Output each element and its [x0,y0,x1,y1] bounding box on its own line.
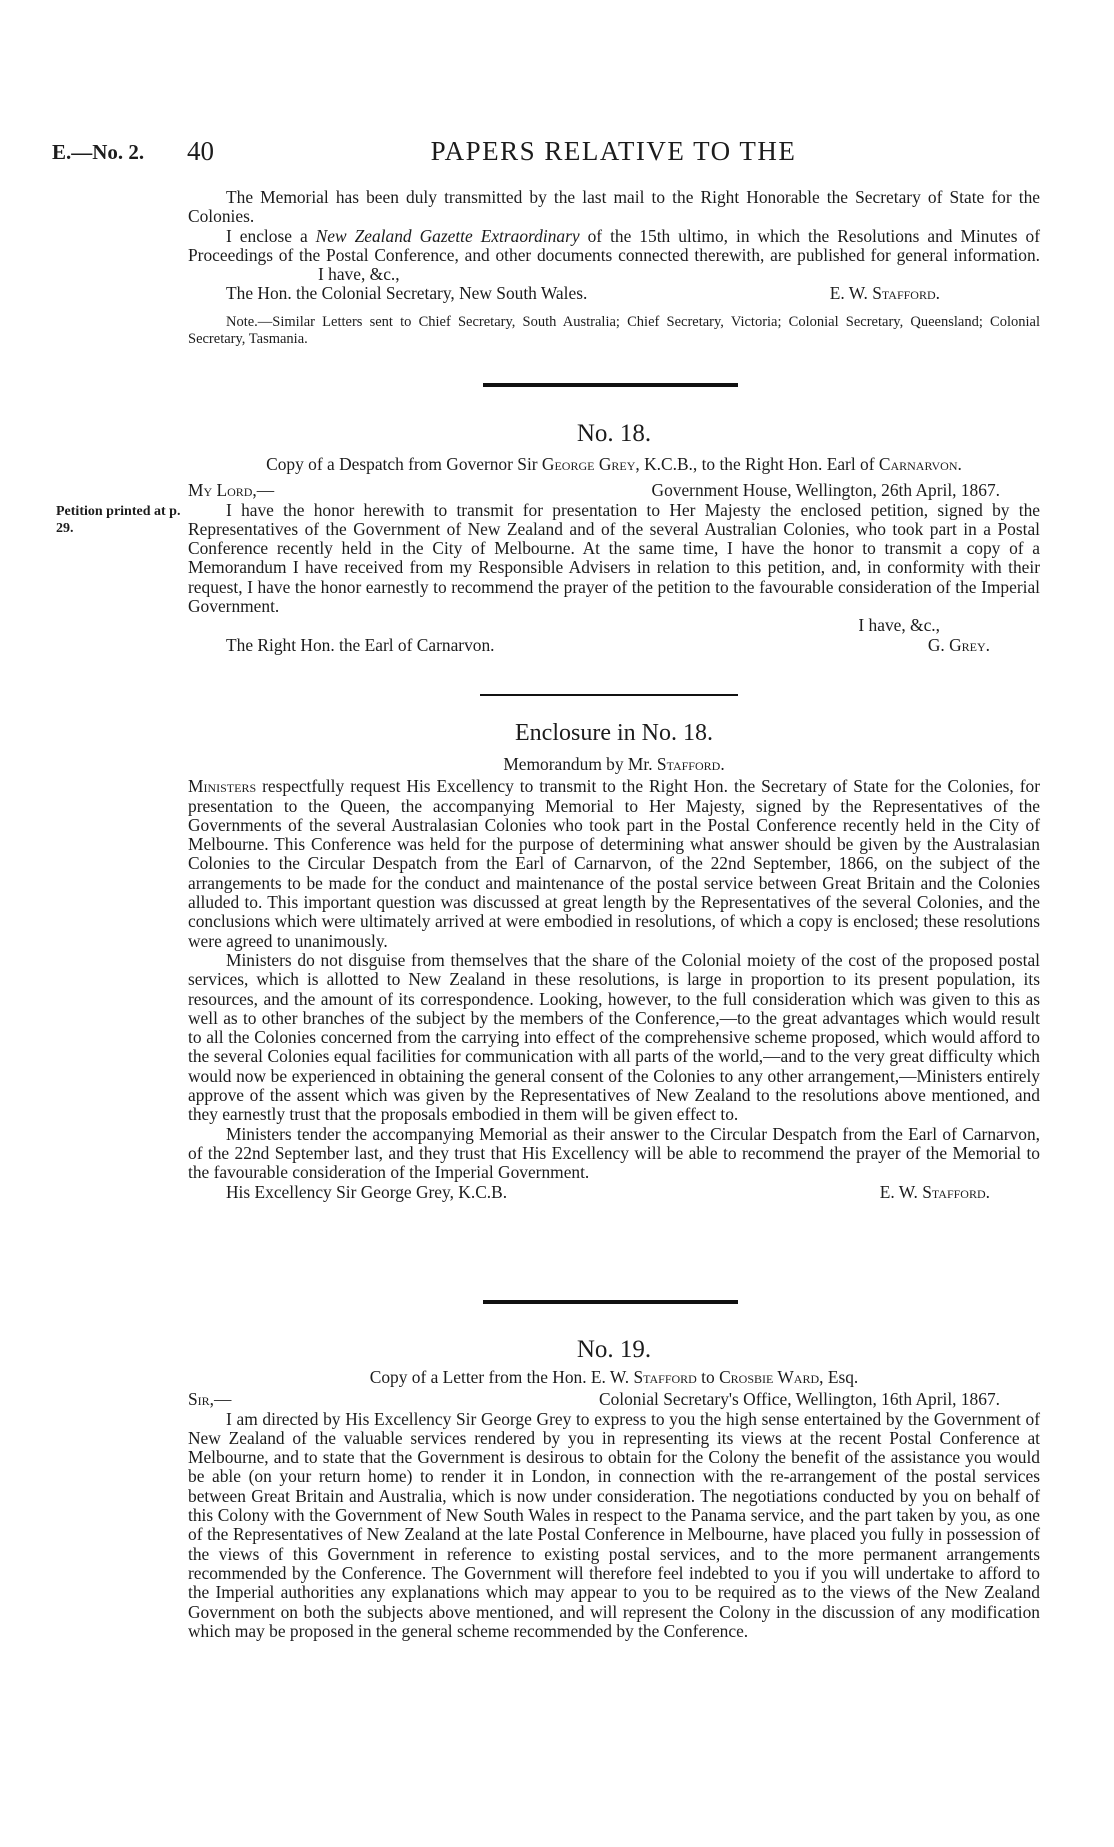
document-reference: E.—No. 2. [52,140,145,164]
enclosure-addressee: His Excellency Sir George Grey, K.C.B. [226,1181,508,1202]
intro-section [188,188,1040,349]
no19-salutation-row [188,1390,1040,1409]
running-title: PAPERS RELATIVE TO THE [430,136,797,166]
no19-section [188,1368,1040,1641]
no19-subtitle-sender: Stafford [633,1367,697,1387]
no19-subtitle [188,1368,1040,1387]
enclosure-subtitle-name: Stafford [656,754,721,774]
enclosure-p1-text: respectfully request His Excellency to transmit to the Right Hon. the Secretary of State for the Colonies, for presentation to the Queen, the accompanying Memorial to Her Majesty, signed by the Representatives of the Governments of the several Australasian Colonies who took part in the Postal Conference recently held in the City of Melbourne. This Conference was held for the purpose of determining what answer should be given by the Australasian Colonies to the Circular Despatch from the Earl of Carnarvon, of the 22nd September, 1866, on the subject of the arrangements to be made for the conduct and maintenance of the postal service between Great Britain and the Colonies alluded to. This important question was discussed at great length by the Representatives of the several Colonies, and the conclusions which were ultimately arrived at were embodied in resolutions, of which a copy is enclosed; these resolutions were agreed to unanimously. [188,776,1040,951]
enclosure-signature: E. W. Stafford. [879,1181,990,1202]
intro-paragraph-1: The Memorial has been duly transmitted by the last mail to the Right Honorable the Secretary of State for the Colonies. [188,187,1040,227]
no19-dateline: Colonial Secretary's Office, Wellington, 16th April, 1867. [598,1389,1000,1410]
enclosure-section [188,755,1040,1202]
enclosure-subtitle-dot: . [720,754,725,774]
no18-closing: I have, &c., [858,615,940,636]
no19-body: I am directed by His Excellency Sir George Grey to express to you the high sense entertained by the Government of New Zealand of the valuable services rendered by you in representing its views at the recent Postal Conference at Melbourne, and to state that the Government is desirous to obtain for the Colony the benefit of the assistance you would be able (on your return home) to render it in London, in connection with the re-arrangement of the postal services between Great Britain and Australia, which is now under consideration. The negotiations conducted by you on behalf of this Colony with the Government of New South Wales in respect to the Panama service, and the part taken by you, as one of the Representatives of New Zealand at the late Postal Conference in Melbourne, have placed you fully in possession of the views of this Government in reference to existing postal services, and to the more permanent arrangements recommended by the Conference. The Government will therefore feel indebted to you if you will undertake to afford to the Imperial authorities any explanations which may appear to you to be required as to the views of the New Zealand Government on both the subjects above mentioned, and will represent the Colony in the discussion of any modification which may be proposed in the general scheme recommended by the Conference. [188,1408,1040,1641]
enclosure-signoff-row [188,1183,1040,1202]
no18-body: I have the honor herewith to transmit for presentation to Her Majesty the enclosed petition, signed by the Representatives of the Government of New Zealand and of the several Australian Colonies, who took part in a Postal Conference recently held in the City of Melbourne. At the same time, I have the honor to transmit a copy of a Memorandum I have received from my Responsible Advisers in relation to this petition, and, in conformity with their request, I have the honor earnestly to recommend the prayer of the petition to the favourable consideration of the Imperial Government. [188,499,1040,617]
no18-dateline: Government House, Wellington, 26th April, 1867. [651,480,1000,501]
enclosure-subtitle-text: Memorandum by Mr. [503,754,657,774]
gazette-title: New Zealand Gazette Extraordinary [315,225,580,246]
enclosure-subtitle [188,755,1040,774]
section-divider [480,694,738,696]
section-divider [483,383,738,387]
no19-subtitle-text-mid: to [696,1367,720,1387]
no18-salutation: My Lord,— [188,480,275,501]
enclosure-heading: Enclosure in No. 18. [515,720,713,746]
enclosure-paragraph-3: Ministers tender the accompanying Memorial as their answer to the Circular Despatch from the Earl of Carnarvon, of the 22nd September last, and they trust that His Excellency will be able to recommend the prayer of the Memorial to the favourable consideration of the Imperial Government. [188,1123,1040,1183]
intro-signature: E. W. Stafford. [829,283,940,304]
no19-heading: No. 19. [576,1336,652,1363]
intro-addressee: The Hon. the Colonial Secretary, New South Wales. [226,283,588,304]
intro-paragraph-2 [188,227,1040,285]
no18-subtitle-dot: . [957,454,962,474]
no18-addressee: The Right Hon. the Earl of Carnarvon. [226,634,495,655]
page-number: 40 [187,136,214,166]
no18-signoff-row [188,636,1040,655]
no19-subtitle-recipient: Crosbie Ward [719,1367,820,1387]
no18-subtitle-text: Copy of a Despatch from Governor Sir [266,454,542,474]
no18-subtitle [188,455,1040,474]
enclosure-paragraph-2: Ministers do not disguise from themselves that the share of the Colonial moiety of the cost of the proposed postal services, which is allotted to New Zealand in these resolutions, is large in proportion to its present population, its resources, and the amount of its correspondence. Looking, however, to the full consideration which was given to this as well as to other branches of the subject by the members of the Conference,—to the great advantages which would result to all the Colonies concerned from the carrying into effect of the comprehensive scheme proposed, which would afford to the several Colonies equal facilities for communication with all parts of the world,—and to the very great difficulty which would now be experienced in obtaining the general consent of the Colonies to any other arrangement,—Ministers entirely approve of the assent which was given by the Representatives of New Zealand to the resolutions above mentioned, and they earnestly trust that the proposals embodied in them will be given effect to. [188,949,1040,1125]
enclosure-paragraph-1 [188,777,1040,951]
no18-section [188,455,1040,655]
enclosure-lead-word: Ministers [188,776,257,797]
no18-subtitle-text-mid: , K.C.B., to the Right Hon. Earl of [635,454,879,474]
no18-subtitle-governor: George Grey [541,454,636,474]
no19-subtitle-suffix: , Esq. [819,1367,859,1387]
no19-subtitle-text: Copy of a Letter from the Hon. E. W. [369,1367,634,1387]
no18-salutation-row [188,481,1040,500]
section-divider [483,1300,738,1304]
margin-note: Petition printed at p. 29. [56,504,181,536]
intro-note: Note.—Similar Letters sent to Chief Secretary, South Australia; Chief Secretary, Victoria; Colonial Secretary, Queensland; Colonial Secretary, Tasmania. [188,313,1040,348]
no18-heading: No. 18. [576,420,652,447]
intro-signoff-row [188,284,1040,303]
no18-subtitle-earl: Carnarvon [878,454,958,474]
intro-closing: I have, &c., [318,264,400,285]
no18-signature: G. Grey. [927,634,990,655]
intro-p2-text: I enclose a [226,225,316,246]
no19-salutation: Sir,— [188,1389,232,1410]
intro-p2-text-rest: of the 15th ultimo, in which the Resolutions and Minutes of Proceedings of the Postal Conference, and other documents connected therewith, are published for general information. [188,225,1040,265]
